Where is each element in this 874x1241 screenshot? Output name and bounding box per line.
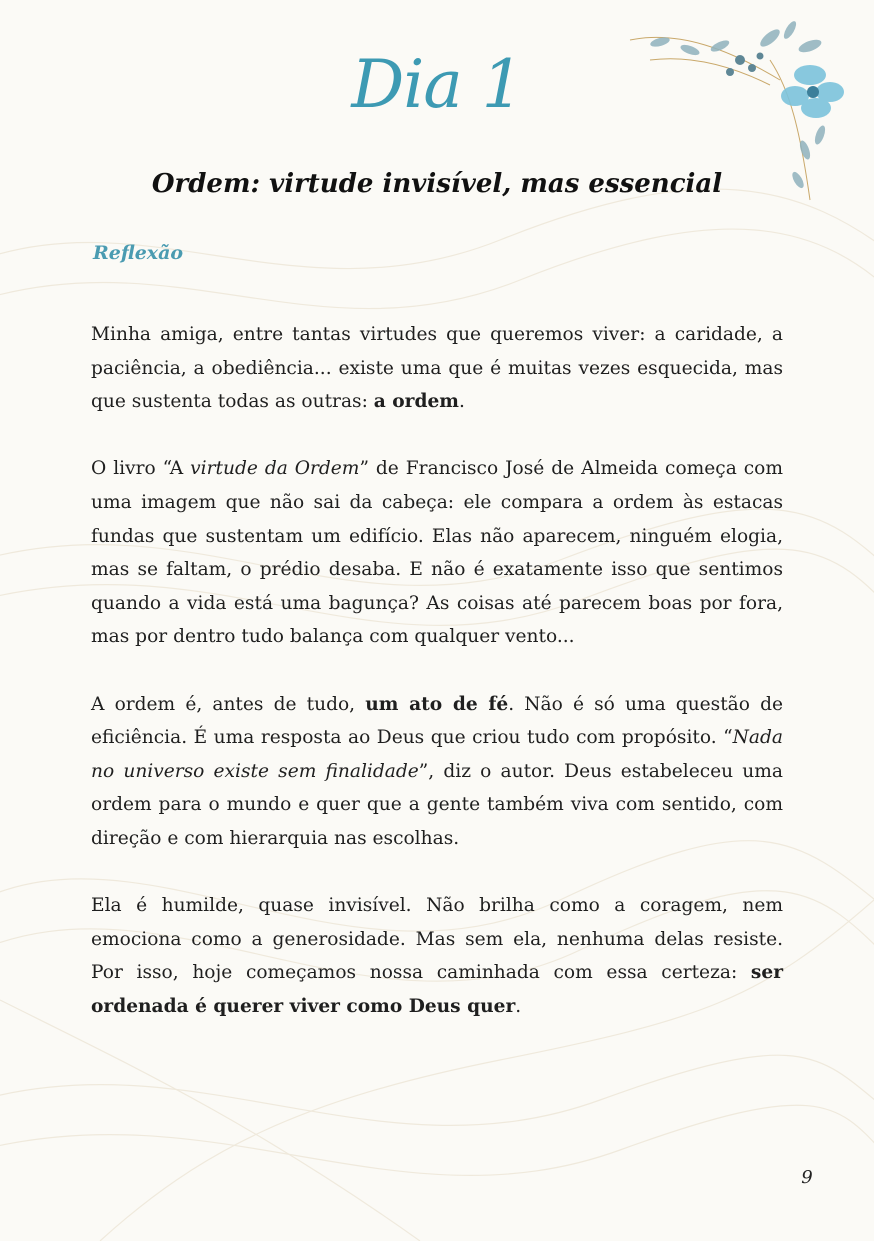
quote-text: Nada no universo existe sem finalidade (91, 727, 783, 782)
bold-text: a ordem (373, 391, 459, 413)
paragraph-1: Minha amiga, entre tantas virtudes que queremos viver: a caridade, a paciência, a obediência... existe uma que é muitas vezes esquecida, mas que sustenta todas as outras: a ordem. (91, 324, 783, 413)
paragraph-4: Ela é humilde, quase invisível. Não brilha como a coragem, nem emociona como a generosidade. Mas sem ela, nenhuma delas resiste. Por isso, hoje começamos nossa caminhada com essa certeza: ser ordenada é querer viver como Deus quer. (91, 895, 783, 1017)
section-label-reflexao: Reflexão (93, 242, 184, 264)
subtitle: Ordem: virtude invisível, mas essencial (151, 169, 723, 199)
day-title: Dia 1 (351, 46, 523, 123)
page-number: 9 (801, 1167, 813, 1188)
bold-text: ser ordenada é querer viver como Deus quer (91, 962, 783, 1017)
body-text (91, 318, 783, 1023)
paragraph-3: A ordem é, antes de tudo, um ato de fé. Não é só uma questão de eficiência. É uma resposta ao Deus que criou tudo com propósito. “Nada no universo existe sem finalidade”, diz o autor. Deus estabeleceu uma ordem para o mundo e quer que a gente também viva com sentido, com direção e com hierarquia nas escolhas. (91, 693, 784, 849)
book-title: virtude da Ordem (190, 458, 360, 480)
paragraph-2: O livro “A virtude da Ordem” de Francisco José de Almeida começa com uma imagem que não sai da cabeça: ele compara a ordem às estacas fundas que sustentam um edifício. Elas não aparecem, ninguém elogia, mas se faltam, o prédio desaba. E não é exatamente isso que sentimos quando a vida está uma bagunça? As coisas até parecem boas por fora, mas por dentro tudo balança com qualquer vento... (91, 458, 783, 648)
bold-text: um ato de fé (365, 693, 509, 715)
